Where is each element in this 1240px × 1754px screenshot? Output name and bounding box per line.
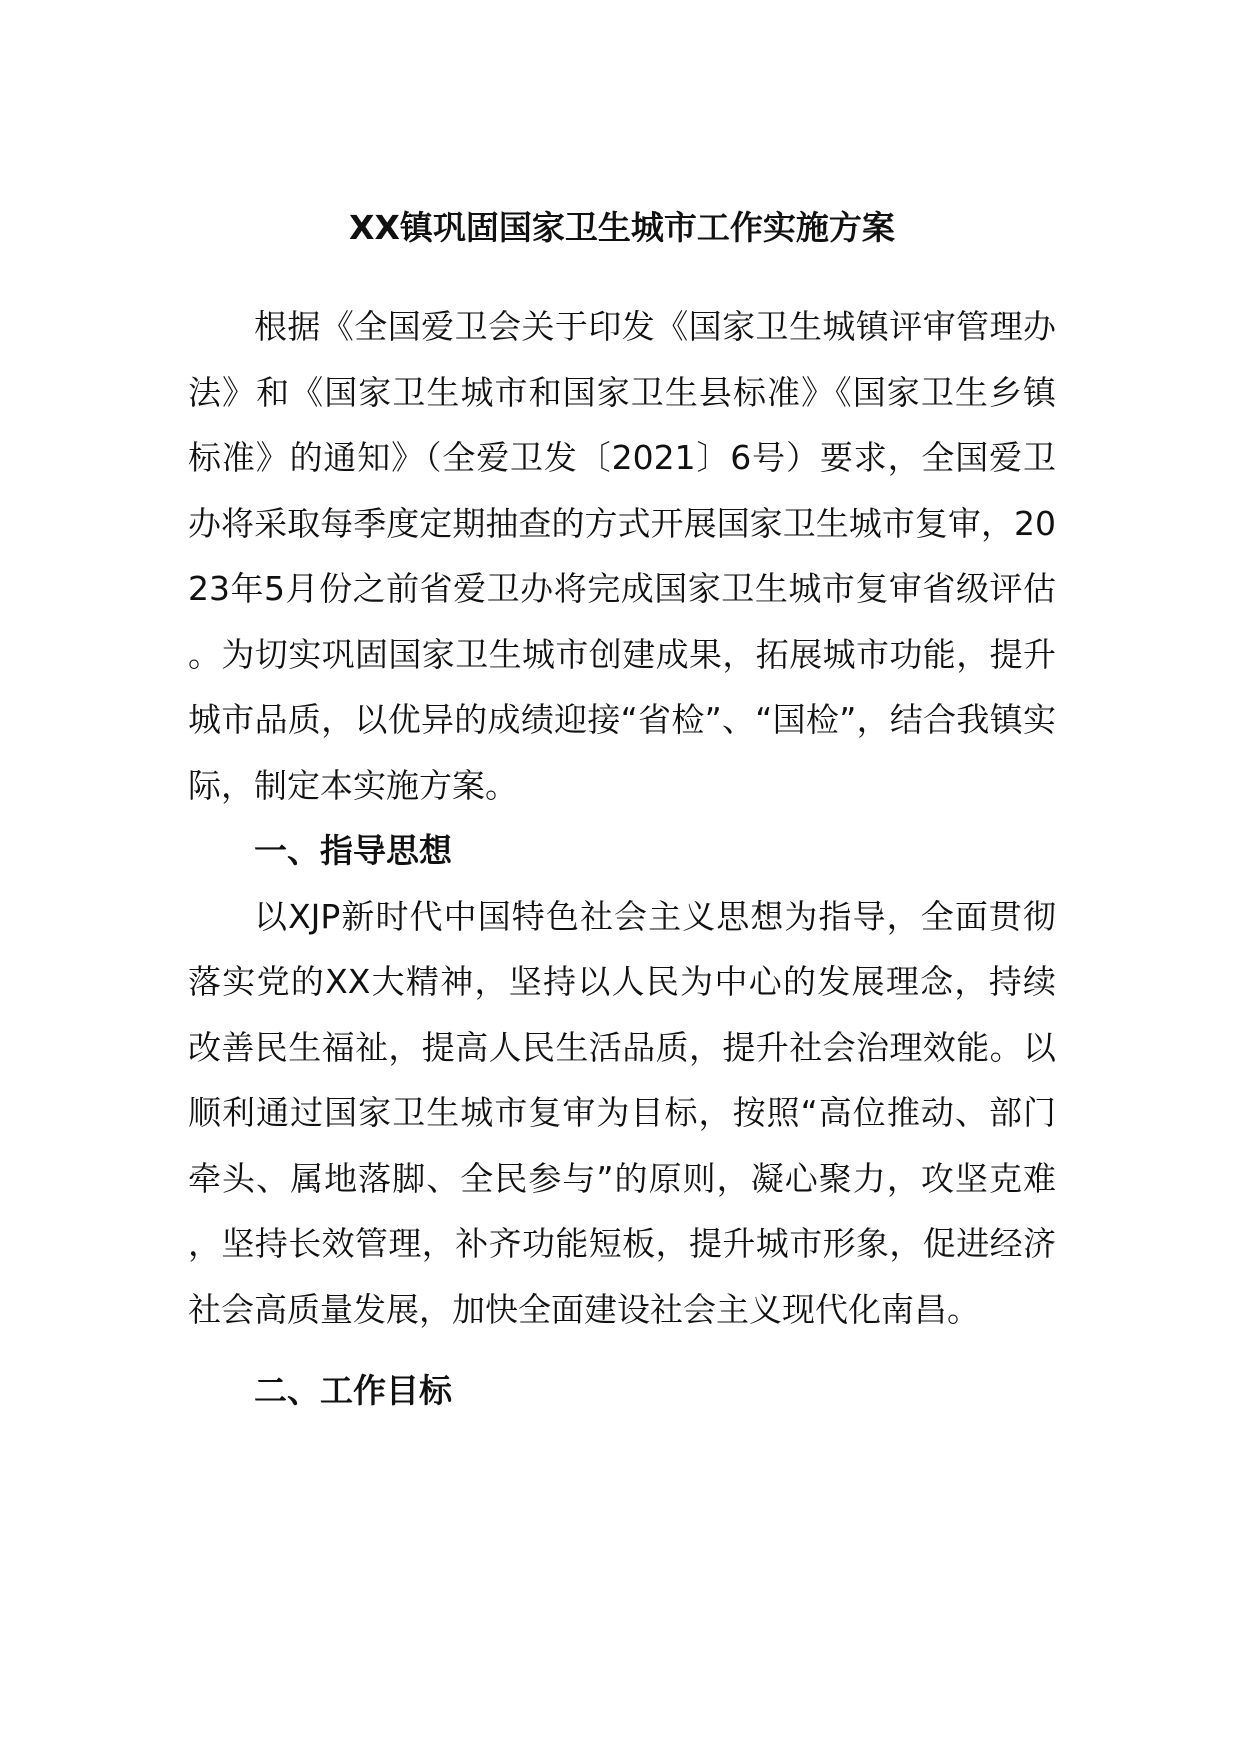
section-heading-guiding-ideology: 一、指导思想	[254, 831, 452, 870]
intro-paragraph: 根据《全国爱卫会关于印发《国家卫生城镇评审管理办法》和《国家卫生城市和国家卫生县标准》《国家卫生乡镇标准》的通知》（全爱卫发〔2021〕6号）要求，全国爱卫办将采取每季度定期抽查的方式开展国家卫生城市复审，2023年5月份之前省爱卫办将完成国家卫生城市复审省级评估。为切实巩固国家卫生城市创建成果，拓展城市功能，提升城市品质，以优异的成绩迎接“省检”、“国检”，结合我镇实际，制定本实施方案。	[188, 307, 1056, 805]
guiding-ideology-paragraph: 以XJP新时代中国特色社会主义思想为指导，全面贯彻落实党的XX大精神，坚持以人民为中心的发展理念，持续改善民生福祉，提高人民生活品质，提升社会治理效能。以顺利通过国家卫生城市复审为目标，按照“高位推动、部门牵头、属地落脚、全民参与”的原则，凝心聚力，攻坚克难，坚持长效管理，补齐功能短板，提升城市形象，促进经济社会高质量发展，加快全面建设社会主义现代化南昌。	[188, 896, 1056, 1329]
section-spacing	[188, 1342, 1056, 1358]
document-title: XX镇巩固国家卫生城市工作实施方案	[349, 208, 895, 247]
document-body	[188, 204, 1056, 1424]
section-heading-work-goals: 二、工作目标	[254, 1371, 452, 1410]
title-spacing	[188, 252, 1056, 294]
